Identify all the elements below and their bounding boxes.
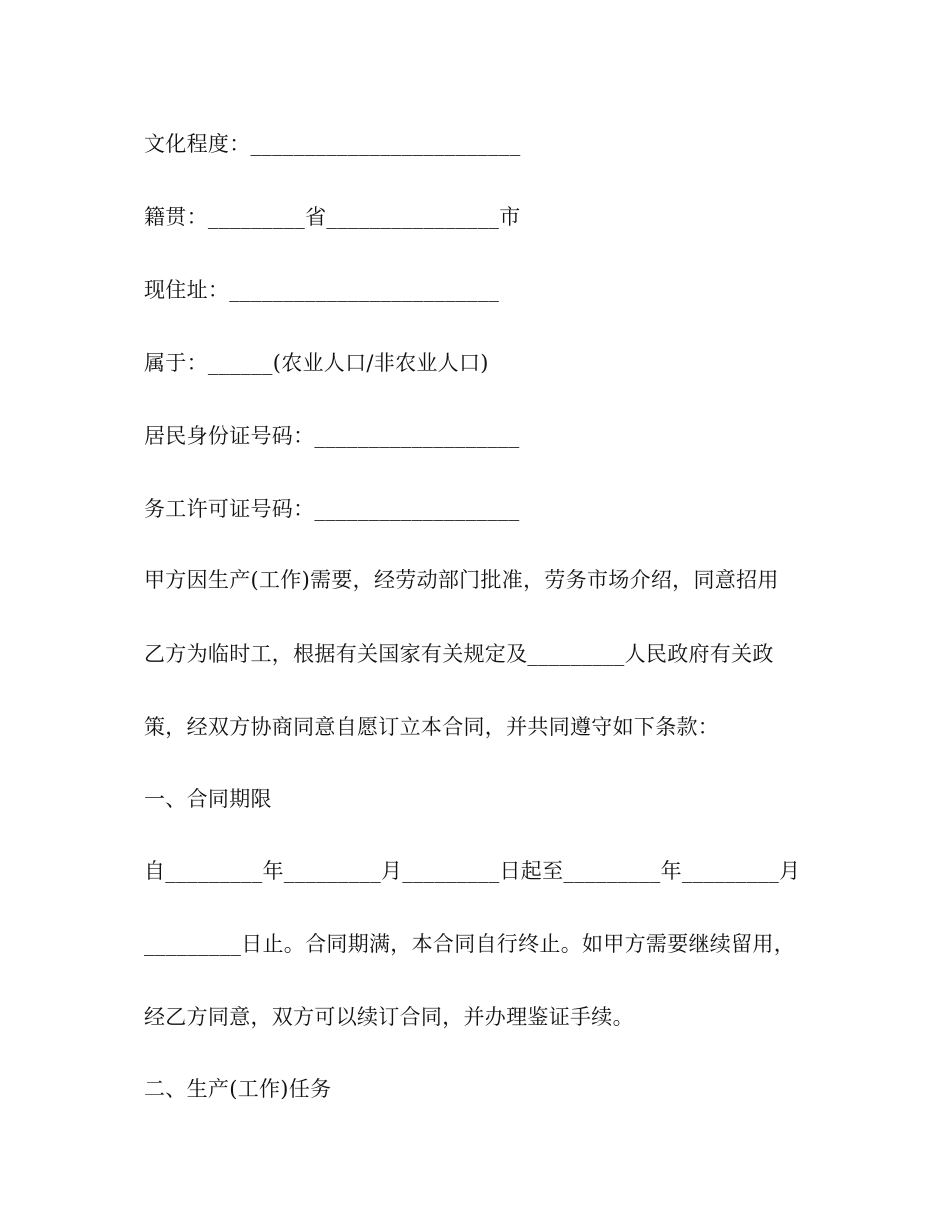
field-household-type: 属于：______(农业人口/非农业人口) [144,351,489,375]
body-paragraph-line: 甲方因生产(工作)需要，经劳动部门批准，劳务市场介绍，同意招用 [144,568,779,592]
field-education: 文化程度：_________________________ [144,132,521,156]
contract-term-line: 经乙方同意，双方可以续订合同，并办理鉴证手续。 [144,1005,634,1029]
field-native-place: 籍贯：_________省________________市 [144,205,521,229]
section-heading-contract-term: 一、合同期限 [144,787,272,811]
contract-term-line: _________日止。合同期满，本合同自行终止。如甲方需要继续留用， [144,932,795,956]
body-paragraph-line: 策，经双方协商同意自愿订立本合同，并共同遵守如下条款： [144,715,720,739]
section-heading-work-task: 二、生产(工作)任务 [144,1077,332,1101]
contract-term-line: 自_________年_________月_________日起至_________年_________月 [144,859,801,883]
field-work-permit-number: 务工许可证号码：___________________ [144,497,520,521]
field-current-address: 现住址：_________________________ [144,278,500,302]
body-paragraph-line: 乙方为临时工，根据有关国家有关规定及_________人民政府有关政 [144,642,774,666]
field-id-number: 居民身份证号码：___________________ [144,424,520,448]
